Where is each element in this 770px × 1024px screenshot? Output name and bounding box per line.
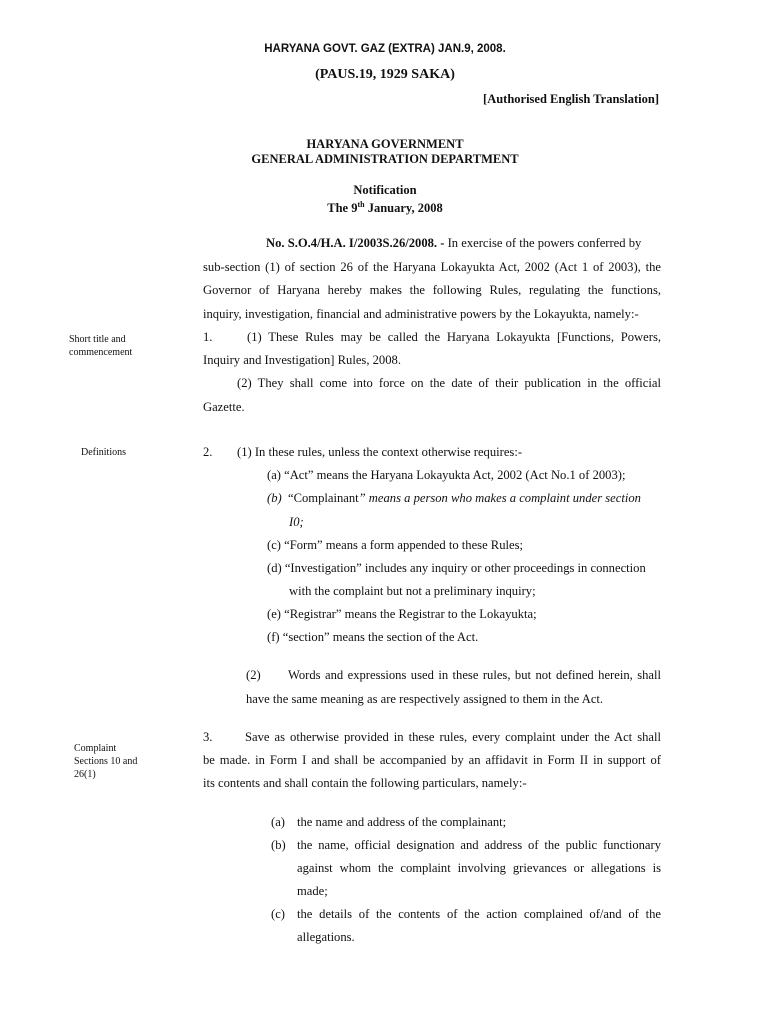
particular-b-line-2: against whom the complaint involving grievances or allegations is: [297, 861, 661, 875]
margin-note-definitions: Definitions: [81, 447, 126, 458]
rule1-line-2: Inquiry and Investigation] Rules, 2008.: [203, 353, 401, 367]
rule2-sub2-line-2: have the same meaning as are respectively assigned to them in the Act.: [246, 692, 604, 706]
preamble-line-4: inquiry, investigation, financial and administrative powers by the Lokayukta, namely:-: [203, 307, 639, 321]
translation-note: [Authorised English Translation]: [483, 92, 659, 106]
government-heading: HARYANA GOVERNMENT: [306, 137, 464, 151]
particular-b-line-1: the name, official designation and address of the public functionary: [297, 838, 661, 852]
rule1-line-4: Gazette.: [203, 400, 245, 414]
definition-e: (e) “Registrar” means the Registrar to the Lokayukta;: [267, 607, 537, 621]
preamble-line-2: sub-section (1) of section 26 of the Haryana Lokayukta Act, 2002 (Act 1 of 2003), the: [203, 260, 661, 274]
definition-f: (f) “section” means the section of the Act.: [267, 630, 479, 644]
rule2-intro: (1) In these rules, unless the context otherwise requires:-: [237, 445, 523, 459]
saka-date: (PAUS.19, 1929 SAKA): [315, 67, 455, 82]
definition-d-line-1: (d) “Investigation” includes any inquiry or other proceedings in connection: [267, 561, 646, 575]
rule2-sub2-line-1: Words and expressions used in these rules, but not defined herein, shall: [288, 668, 661, 682]
particular-a-label: (a): [271, 815, 285, 829]
rule2-sub2-number: (2): [246, 668, 261, 682]
department-heading: GENERAL ADMINISTRATION DEPARTMENT: [251, 152, 519, 166]
preamble-line-3: Governor of Haryana hereby makes the following Rules, regulating the functions,: [203, 283, 661, 297]
margin-note-short-title: Short title and commencement: [69, 334, 133, 358]
particular-c-line-2: allegations.: [297, 930, 355, 944]
definition-b: (b) “Complainant” means a person who makes a complaint under section: [267, 491, 641, 505]
notification-title: Notification: [353, 183, 417, 197]
particular-a: the name and address of the complainant;: [297, 815, 507, 829]
notification-number: No. S.O.4/H.A. I/2003S.26/2008. -: [266, 236, 445, 250]
rule1-number: 1.: [203, 330, 213, 344]
particular-b-label: (b): [271, 838, 286, 852]
definition-b-cont: I0;: [289, 515, 304, 529]
rule3-line-2: be made. in Form I and shall be accompanied by an affidavit in Form II in support of: [203, 753, 661, 767]
definition-d-line-2: with the complaint but not a preliminary inquiry;: [289, 584, 536, 598]
particular-c-line-1: the details of the contents of the action complained of/and of the: [297, 907, 661, 921]
rule3-line-1: Save as otherwise provided in these rules, every complaint under the Act shall: [245, 730, 661, 744]
rule3-number: 3.: [203, 730, 213, 744]
definition-c: (c) “Form” means a form appended to these Rules;: [267, 538, 523, 552]
rule2-number: 2.: [203, 445, 213, 459]
rule3-line-3: its contents and shall contain the following particulars, namely:-: [203, 776, 527, 790]
particular-b-line-3: made;: [297, 884, 328, 898]
gazette-header: HARYANA GOVT. GAZ (EXTRA) JAN.9, 2008.: [264, 43, 506, 55]
rule1-line-3: (2) They shall come into force on the date of their publication in the official: [237, 376, 661, 390]
rule1-line-1: (1) These Rules may be called the Haryana Lokayukta [Functions, Powers,: [247, 330, 661, 344]
particular-c-label: (c): [271, 907, 285, 921]
margin-note-complaint: Complaint Sections 10 and 26(1): [74, 743, 138, 780]
preamble-line-1: No. S.O.4/H.A. I/2003S.26/2008. - In exercise of the powers conferred by: [266, 236, 642, 250]
definition-a: (a) “Act” means the Haryana Lokayukta Act, 2002 (Act No.1 of 2003);: [267, 468, 626, 482]
notification-date: The 9th January, 2008: [327, 200, 443, 216]
